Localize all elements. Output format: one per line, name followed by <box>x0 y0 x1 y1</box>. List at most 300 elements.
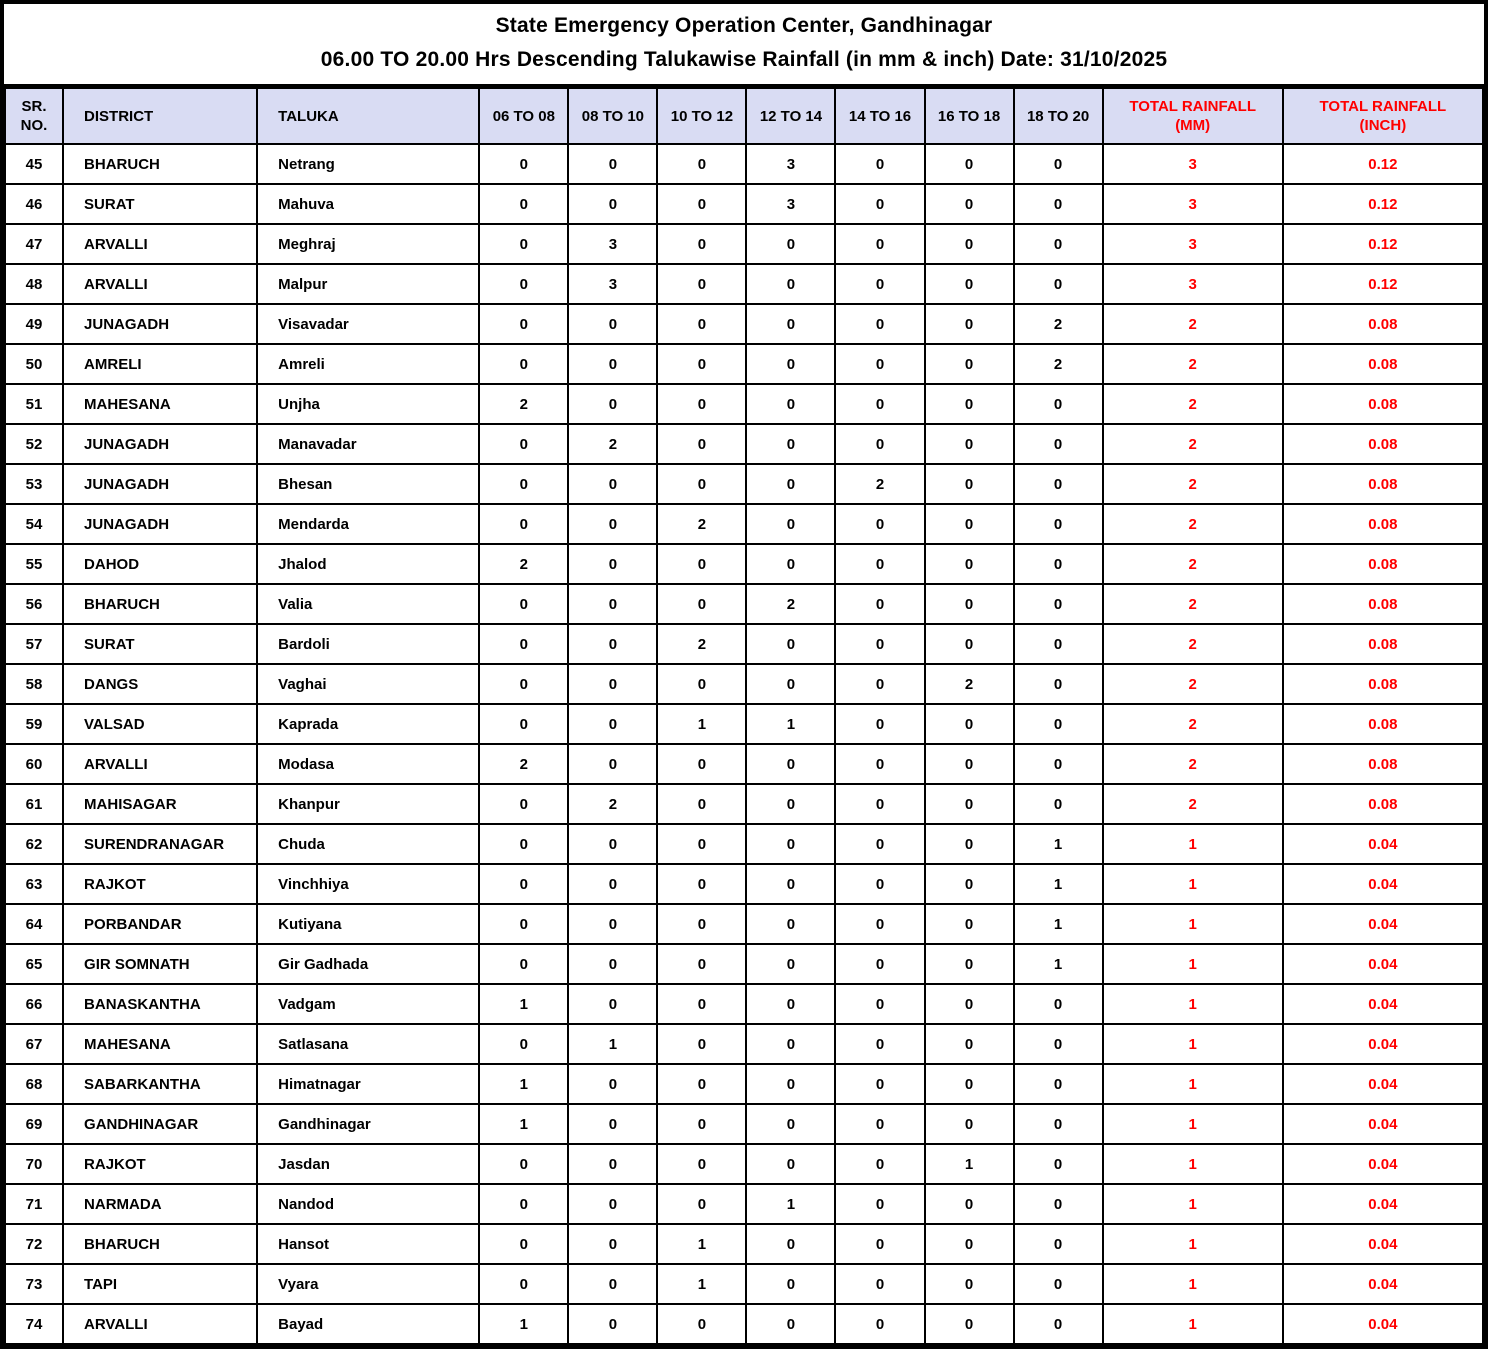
interval-value-cell: 0 <box>657 664 746 704</box>
interval-value-cell: 0 <box>835 1224 924 1264</box>
table-row <box>5 864 1483 904</box>
district-cell: AMRELI <box>63 344 257 384</box>
interval-value-cell: 1 <box>657 1224 746 1264</box>
district-cell: ARVALLI <box>63 224 257 264</box>
interval-value-cell: 0 <box>568 1304 657 1344</box>
interval-value-cell: 0 <box>657 424 746 464</box>
interval-value-cell: 0 <box>568 824 657 864</box>
taluka-cell: Valia <box>257 584 479 624</box>
interval-value-cell: 2 <box>479 744 568 784</box>
interval-value-cell: 0 <box>835 864 924 904</box>
header-total-mm <box>1103 88 1283 144</box>
interval-value-cell: 0 <box>1014 1064 1103 1104</box>
interval-value-cell: 0 <box>835 1104 924 1144</box>
total-mm-cell: 1 <box>1103 904 1283 944</box>
interval-value-cell: 1 <box>1014 864 1103 904</box>
interval-value-cell: 0 <box>479 1224 568 1264</box>
taluka-cell: Kutiyana <box>257 904 479 944</box>
interval-value-cell: 0 <box>568 984 657 1024</box>
table-row <box>5 944 1483 984</box>
interval-value-cell: 0 <box>657 184 746 224</box>
total-inch-cell: 0.08 <box>1283 584 1483 624</box>
report-title: State Emergency Operation Center, Gandhinagar <box>495 14 993 37</box>
interval-value-cell: 0 <box>835 544 924 584</box>
table-row <box>5 384 1483 424</box>
interval-value-cell: 0 <box>835 1024 924 1064</box>
sr-cell: 73 <box>5 1264 63 1304</box>
total-mm-cell: 1 <box>1103 824 1283 864</box>
interval-value-cell: 0 <box>1014 264 1103 304</box>
interval-value-cell: 0 <box>746 904 835 944</box>
interval-value-cell: 0 <box>1014 624 1103 664</box>
district-cell: DAHOD <box>63 544 257 584</box>
header-interval-18-20: 18 TO 20 <box>1014 88 1103 144</box>
interval-value-cell: 1 <box>479 1104 568 1144</box>
total-mm-cell: 2 <box>1103 744 1283 784</box>
interval-value-cell: 0 <box>568 384 657 424</box>
interval-value-cell: 0 <box>925 224 1014 264</box>
interval-value-cell: 0 <box>746 464 835 504</box>
table-row <box>5 304 1483 344</box>
taluka-cell: Mahuva <box>257 184 479 224</box>
district-cell: BHARUCH <box>63 584 257 624</box>
interval-value-cell: 0 <box>657 344 746 384</box>
table-row <box>5 1304 1483 1344</box>
district-cell: BHARUCH <box>63 1224 257 1264</box>
interval-value-cell: 0 <box>835 344 924 384</box>
interval-value-cell: 0 <box>835 704 924 744</box>
taluka-cell: Vadgam <box>257 984 479 1024</box>
sr-cell: 63 <box>5 864 63 904</box>
total-inch-cell: 0.08 <box>1283 304 1483 344</box>
interval-value-cell: 1 <box>1014 944 1103 984</box>
interval-value-cell: 0 <box>568 184 657 224</box>
interval-value-cell: 0 <box>479 944 568 984</box>
sr-cell: 53 <box>5 464 63 504</box>
interval-value-cell: 0 <box>1014 1144 1103 1184</box>
interval-value-cell: 0 <box>925 144 1014 184</box>
interval-value-cell: 0 <box>657 904 746 944</box>
header-interval-06-08: 06 TO 08 <box>479 88 568 144</box>
interval-value-cell: 0 <box>568 944 657 984</box>
interval-value-cell: 0 <box>835 504 924 544</box>
total-inch-cell: 0.12 <box>1283 144 1483 184</box>
header-sr-no <box>5 88 63 144</box>
total-mm-cell: 2 <box>1103 384 1283 424</box>
total-mm-cell: 2 <box>1103 424 1283 464</box>
interval-value-cell: 0 <box>479 824 568 864</box>
interval-value-cell: 0 <box>479 344 568 384</box>
interval-value-cell: 0 <box>835 1264 924 1304</box>
total-mm-cell: 2 <box>1103 544 1283 584</box>
district-cell: JUNAGADH <box>63 304 257 344</box>
interval-value-cell: 0 <box>657 304 746 344</box>
taluka-cell: Malpur <box>257 264 479 304</box>
interval-value-cell: 0 <box>657 264 746 304</box>
header-interval-14-16: 14 TO 16 <box>835 88 924 144</box>
interval-value-cell: 0 <box>746 944 835 984</box>
sr-cell: 68 <box>5 1064 63 1104</box>
interval-value-cell: 0 <box>835 1184 924 1224</box>
interval-value-cell: 0 <box>657 224 746 264</box>
district-cell: BANASKANTHA <box>63 984 257 1024</box>
table-row <box>5 1024 1483 1064</box>
sr-cell: 69 <box>5 1104 63 1144</box>
table-row <box>5 504 1483 544</box>
total-inch-cell: 0.04 <box>1283 864 1483 904</box>
district-cell: DANGS <box>63 664 257 704</box>
interval-value-cell: 0 <box>1014 1104 1103 1144</box>
sr-cell: 67 <box>5 1024 63 1064</box>
interval-value-cell: 0 <box>568 1064 657 1104</box>
interval-value-cell: 0 <box>746 544 835 584</box>
total-inch-cell: 0.04 <box>1283 1064 1483 1104</box>
interval-value-cell: 1 <box>925 1144 1014 1184</box>
interval-value-cell: 1 <box>746 1184 835 1224</box>
sr-cell: 51 <box>5 384 63 424</box>
interval-value-cell: 0 <box>746 1144 835 1184</box>
interval-value-cell: 0 <box>1014 704 1103 744</box>
interval-value-cell: 0 <box>479 664 568 704</box>
total-mm-cell: 1 <box>1103 1024 1283 1064</box>
interval-value-cell: 0 <box>479 1184 568 1224</box>
district-cell: SABARKANTHA <box>63 1064 257 1104</box>
interval-value-cell: 0 <box>568 744 657 784</box>
total-mm-cell: 2 <box>1103 504 1283 544</box>
interval-value-cell: 0 <box>925 1304 1014 1344</box>
interval-value-cell: 0 <box>657 1304 746 1344</box>
interval-value-cell: 0 <box>746 824 835 864</box>
interval-value-cell: 0 <box>925 544 1014 584</box>
total-inch-cell: 0.04 <box>1283 1264 1483 1304</box>
total-mm-cell: 1 <box>1103 1264 1283 1304</box>
interval-value-cell: 1 <box>479 984 568 1024</box>
interval-value-cell: 0 <box>835 184 924 224</box>
interval-value-cell: 3 <box>746 144 835 184</box>
interval-value-cell: 2 <box>568 784 657 824</box>
table-row <box>5 824 1483 864</box>
rainfall-table-body <box>5 144 1483 1344</box>
interval-value-cell: 0 <box>1014 144 1103 184</box>
total-mm-cell: 2 <box>1103 784 1283 824</box>
total-mm-cell: 2 <box>1103 344 1283 384</box>
total-mm-cell: 1 <box>1103 1064 1283 1104</box>
district-cell: ARVALLI <box>63 1304 257 1344</box>
interval-value-cell: 1 <box>657 704 746 744</box>
table-row <box>5 464 1483 504</box>
district-cell: SURAT <box>63 624 257 664</box>
interval-value-cell: 0 <box>479 784 568 824</box>
table-row <box>5 1224 1483 1264</box>
district-cell: BHARUCH <box>63 144 257 184</box>
taluka-cell: Vaghai <box>257 664 479 704</box>
interval-value-cell: 0 <box>835 984 924 1024</box>
district-cell: ARVALLI <box>63 264 257 304</box>
table-row <box>5 264 1483 304</box>
interval-value-cell: 1 <box>479 1064 568 1104</box>
interval-value-cell: 0 <box>568 344 657 384</box>
interval-value-cell: 0 <box>835 424 924 464</box>
total-inch-cell: 0.12 <box>1283 224 1483 264</box>
total-mm-cell: 2 <box>1103 624 1283 664</box>
district-cell: SURENDRANAGAR <box>63 824 257 864</box>
interval-value-cell: 2 <box>1014 344 1103 384</box>
taluka-cell: Jhalod <box>257 544 479 584</box>
interval-value-cell: 0 <box>568 544 657 584</box>
interval-value-cell: 0 <box>746 1224 835 1264</box>
interval-value-cell: 0 <box>746 344 835 384</box>
sr-cell: 62 <box>5 824 63 864</box>
interval-value-cell: 0 <box>1014 464 1103 504</box>
table-row <box>5 704 1483 744</box>
interval-value-cell: 0 <box>657 824 746 864</box>
interval-value-cell: 0 <box>746 1104 835 1144</box>
interval-value-cell: 2 <box>479 544 568 584</box>
interval-value-cell: 0 <box>479 864 568 904</box>
total-inch-cell: 0.04 <box>1283 984 1483 1024</box>
total-inch-cell: 0.12 <box>1283 264 1483 304</box>
interval-value-cell: 0 <box>746 864 835 904</box>
sr-cell: 46 <box>5 184 63 224</box>
taluka-cell: Vyara <box>257 1264 479 1304</box>
taluka-cell: Visavadar <box>257 304 479 344</box>
total-inch-cell: 0.04 <box>1283 904 1483 944</box>
table-row <box>5 144 1483 184</box>
interval-value-cell: 0 <box>835 744 924 784</box>
sr-cell: 71 <box>5 1184 63 1224</box>
header-total-inch <box>1283 88 1483 144</box>
total-mm-cell: 1 <box>1103 1144 1283 1184</box>
district-cell: MAHISAGAR <box>63 784 257 824</box>
total-inch-cell: 0.08 <box>1283 664 1483 704</box>
interval-value-cell: 0 <box>746 784 835 824</box>
interval-value-cell: 0 <box>568 1224 657 1264</box>
interval-value-cell: 0 <box>835 1144 924 1184</box>
header-interval-10-12: 10 TO 12 <box>657 88 746 144</box>
interval-value-cell: 0 <box>657 1024 746 1064</box>
interval-value-cell: 2 <box>835 464 924 504</box>
total-inch-cell: 0.08 <box>1283 624 1483 664</box>
interval-value-cell: 0 <box>746 1064 835 1104</box>
interval-value-cell: 0 <box>479 144 568 184</box>
interval-value-cell: 0 <box>746 1024 835 1064</box>
taluka-cell: Bhesan <box>257 464 479 504</box>
interval-value-cell: 0 <box>568 664 657 704</box>
interval-value-cell: 1 <box>657 1264 746 1304</box>
sr-cell: 74 <box>5 1304 63 1344</box>
interval-value-cell: 0 <box>568 304 657 344</box>
interval-value-cell: 0 <box>925 904 1014 944</box>
table-row <box>5 784 1483 824</box>
interval-value-cell: 0 <box>479 1144 568 1184</box>
interval-value-cell: 0 <box>746 384 835 424</box>
interval-value-cell: 0 <box>479 464 568 504</box>
interval-value-cell: 0 <box>835 144 924 184</box>
sr-cell: 72 <box>5 1224 63 1264</box>
district-cell: MAHESANA <box>63 384 257 424</box>
interval-value-cell: 0 <box>657 584 746 624</box>
interval-value-cell: 0 <box>925 584 1014 624</box>
taluka-cell: Gandhinagar <box>257 1104 479 1144</box>
sr-cell: 70 <box>5 1144 63 1184</box>
district-cell: RAJKOT <box>63 864 257 904</box>
total-inch-cell: 0.08 <box>1283 504 1483 544</box>
total-inch-cell: 0.04 <box>1283 1104 1483 1144</box>
total-mm-cell: 1 <box>1103 1104 1283 1144</box>
sr-cell: 56 <box>5 584 63 624</box>
interval-value-cell: 0 <box>568 1184 657 1224</box>
interval-value-cell: 0 <box>925 344 1014 384</box>
sr-cell: 55 <box>5 544 63 584</box>
interval-value-cell: 0 <box>1014 224 1103 264</box>
district-cell: PORBANDAR <box>63 904 257 944</box>
header-total-mm-line1: TOTAL RAINFALL <box>1129 98 1257 115</box>
interval-value-cell: 0 <box>1014 184 1103 224</box>
total-mm-cell: 3 <box>1103 264 1283 304</box>
header-interval-08-10: 08 TO 10 <box>568 88 657 144</box>
interval-value-cell: 0 <box>479 184 568 224</box>
total-inch-cell: 0.08 <box>1283 424 1483 464</box>
taluka-cell: Chuda <box>257 824 479 864</box>
sr-cell: 65 <box>5 944 63 984</box>
interval-value-cell: 0 <box>568 1104 657 1144</box>
taluka-cell: Bardoli <box>257 624 479 664</box>
interval-value-cell: 1 <box>746 704 835 744</box>
taluka-cell: Khanpur <box>257 784 479 824</box>
interval-value-cell: 0 <box>925 304 1014 344</box>
total-inch-cell: 0.04 <box>1283 824 1483 864</box>
table-row <box>5 664 1483 704</box>
total-mm-cell: 2 <box>1103 704 1283 744</box>
district-cell: JUNAGADH <box>63 504 257 544</box>
interval-value-cell: 0 <box>479 904 568 944</box>
interval-value-cell: 0 <box>746 504 835 544</box>
interval-value-cell: 0 <box>568 904 657 944</box>
interval-value-cell: 0 <box>657 1144 746 1184</box>
interval-value-cell: 0 <box>1014 424 1103 464</box>
interval-value-cell: 0 <box>835 664 924 704</box>
interval-value-cell: 3 <box>746 184 835 224</box>
district-cell: GIR SOMNATH <box>63 944 257 984</box>
header-total-inch-line1: TOTAL RAINFALL <box>1319 98 1447 115</box>
table-row <box>5 1264 1483 1304</box>
total-inch-cell: 0.08 <box>1283 384 1483 424</box>
interval-value-cell: 2 <box>568 424 657 464</box>
district-cell: VALSAD <box>63 704 257 744</box>
district-cell: SURAT <box>63 184 257 224</box>
interval-value-cell: 0 <box>568 144 657 184</box>
interval-value-cell: 0 <box>1014 384 1103 424</box>
interval-value-cell: 1 <box>1014 904 1103 944</box>
district-cell: JUNAGADH <box>63 464 257 504</box>
taluka-cell: Nandod <box>257 1184 479 1224</box>
interval-value-cell: 0 <box>925 184 1014 224</box>
interval-value-cell: 0 <box>657 544 746 584</box>
rainfall-table-header <box>5 88 1483 144</box>
taluka-cell: Himatnagar <box>257 1064 479 1104</box>
sr-cell: 59 <box>5 704 63 744</box>
interval-value-cell: 0 <box>925 944 1014 984</box>
interval-value-cell: 0 <box>746 224 835 264</box>
taluka-cell: Vinchhiya <box>257 864 479 904</box>
interval-value-cell: 0 <box>925 1224 1014 1264</box>
table-row <box>5 544 1483 584</box>
sr-cell: 49 <box>5 304 63 344</box>
table-row <box>5 1144 1483 1184</box>
total-mm-cell: 1 <box>1103 864 1283 904</box>
report-title-block <box>4 4 1484 87</box>
interval-value-cell: 2 <box>479 384 568 424</box>
interval-value-cell: 0 <box>925 744 1014 784</box>
interval-value-cell: 1 <box>1014 824 1103 864</box>
interval-value-cell: 0 <box>746 424 835 464</box>
interval-value-cell: 0 <box>925 704 1014 744</box>
interval-value-cell: 0 <box>568 1264 657 1304</box>
interval-value-cell: 0 <box>835 904 924 944</box>
total-inch-cell: 0.12 <box>1283 184 1483 224</box>
total-mm-cell: 2 <box>1103 664 1283 704</box>
total-inch-cell: 0.04 <box>1283 1144 1483 1184</box>
interval-value-cell: 0 <box>925 1024 1014 1064</box>
table-row <box>5 344 1483 384</box>
interval-value-cell: 0 <box>479 504 568 544</box>
interval-value-cell: 0 <box>568 1144 657 1184</box>
sr-cell: 58 <box>5 664 63 704</box>
interval-value-cell: 0 <box>1014 1184 1103 1224</box>
taluka-cell: Meghraj <box>257 224 479 264</box>
interval-value-cell: 0 <box>746 264 835 304</box>
report-subtitle: 06.00 TO 20.00 Hrs Descending Talukawise Rainfall (in mm & inch) Date: 31/10/2025 <box>320 48 1168 71</box>
interval-value-cell: 2 <box>1014 304 1103 344</box>
interval-value-cell: 2 <box>657 504 746 544</box>
sr-cell: 60 <box>5 744 63 784</box>
total-inch-cell: 0.08 <box>1283 704 1483 744</box>
total-inch-cell: 0.08 <box>1283 784 1483 824</box>
interval-value-cell: 3 <box>568 224 657 264</box>
sr-cell: 54 <box>5 504 63 544</box>
interval-value-cell: 2 <box>925 664 1014 704</box>
total-mm-cell: 1 <box>1103 984 1283 1024</box>
interval-value-cell: 1 <box>479 1304 568 1344</box>
header-total-inch-line2: (INCH) <box>1359 117 1407 134</box>
interval-value-cell: 0 <box>925 784 1014 824</box>
interval-value-cell: 2 <box>746 584 835 624</box>
sr-cell: 48 <box>5 264 63 304</box>
table-row <box>5 424 1483 464</box>
interval-value-cell: 0 <box>746 624 835 664</box>
interval-value-cell: 0 <box>568 864 657 904</box>
table-row <box>5 1064 1483 1104</box>
interval-value-cell: 0 <box>925 264 1014 304</box>
district-cell: GANDHINAGAR <box>63 1104 257 1144</box>
interval-value-cell: 0 <box>479 224 568 264</box>
interval-value-cell: 0 <box>479 704 568 744</box>
interval-value-cell: 0 <box>657 1104 746 1144</box>
rainfall-table <box>4 87 1484 1345</box>
interval-value-cell: 0 <box>479 304 568 344</box>
total-inch-cell: 0.08 <box>1283 744 1483 784</box>
taluka-cell: Hansot <box>257 1224 479 1264</box>
interval-value-cell: 0 <box>746 304 835 344</box>
taluka-cell: Bayad <box>257 1304 479 1344</box>
taluka-cell: Gir Gadhada <box>257 944 479 984</box>
interval-value-cell: 0 <box>1014 984 1103 1024</box>
interval-value-cell: 0 <box>925 384 1014 424</box>
sr-cell: 50 <box>5 344 63 384</box>
interval-value-cell: 0 <box>657 384 746 424</box>
interval-value-cell: 0 <box>835 584 924 624</box>
interval-value-cell: 0 <box>657 944 746 984</box>
